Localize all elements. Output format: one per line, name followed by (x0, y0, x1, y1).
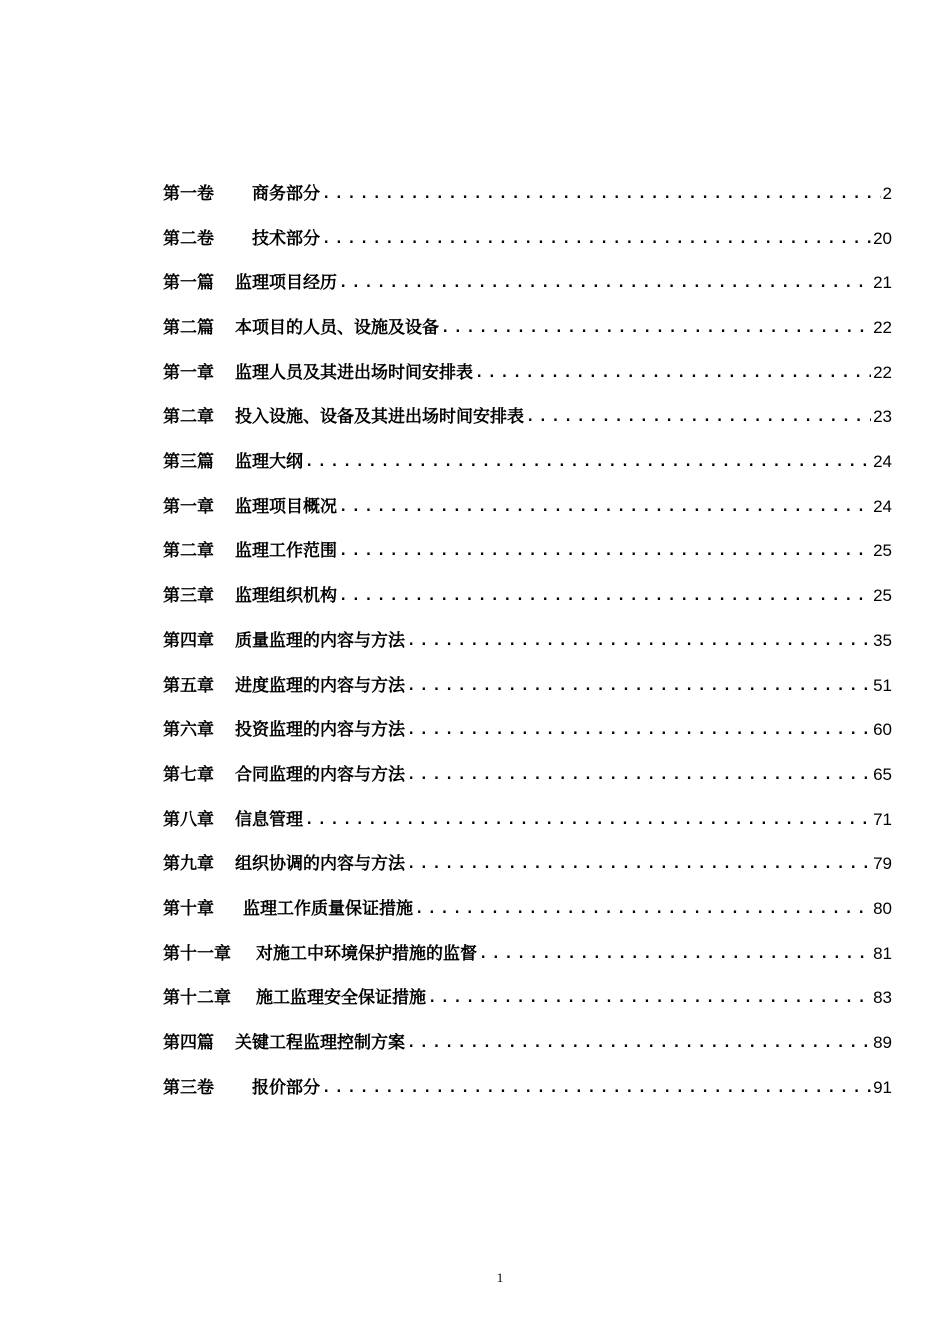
toc-entry-title: 投资监理的内容与方法 (235, 720, 405, 741)
toc-leader-dots (428, 976, 871, 1021)
toc-entry[interactable] (163, 574, 892, 619)
toc-entry-page: 71 (873, 809, 892, 829)
toc-entry-title: 监理大纲 (235, 452, 303, 473)
toc-entry-page: 25 (873, 586, 892, 606)
toc-entry[interactable] (163, 708, 892, 753)
toc-entry[interactable] (163, 887, 892, 932)
toc-entry-title: 监理项目概况 (235, 496, 337, 517)
toc-leader-dots (322, 1066, 871, 1111)
toc-entry[interactable] (163, 351, 892, 396)
toc-entry[interactable] (163, 440, 892, 485)
toc-entry-label: 第十二章 (163, 988, 231, 1009)
toc-entry-title: 商务部分 (252, 183, 320, 204)
toc-leader-dots (407, 1021, 871, 1066)
toc-entry-page: 81 (873, 943, 892, 963)
toc-entry-title: 组织协调的内容与方法 (235, 854, 405, 875)
toc-entry[interactable] (163, 753, 892, 798)
toc-entry-label: 第三卷 (163, 1077, 214, 1098)
toc-entry[interactable] (163, 172, 892, 217)
toc-entry[interactable] (163, 798, 892, 843)
toc-entry-title: 监理项目经历 (235, 273, 337, 294)
toc-entry-label: 第一章 (163, 362, 214, 383)
toc-entry[interactable] (163, 1021, 892, 1066)
toc-entry-title: 技术部分 (252, 228, 320, 249)
toc-leader-dots (526, 395, 871, 440)
toc-entry-title: 合同监理的内容与方法 (235, 764, 405, 785)
toc-entry[interactable] (163, 976, 892, 1021)
toc-entry-page: 79 (873, 854, 892, 874)
toc-entry-label: 第一篇 (163, 273, 214, 294)
table-of-contents (163, 172, 892, 1110)
toc-entry-title: 监理工作范围 (235, 541, 337, 562)
toc-entry-label: 第六章 (163, 720, 214, 741)
toc-leader-dots (407, 753, 871, 798)
toc-entry-label: 第七章 (163, 764, 214, 785)
toc-entry-label: 第五章 (163, 675, 214, 696)
toc-entry-page: 65 (873, 764, 892, 784)
toc-entry-label: 第三篇 (163, 452, 214, 473)
toc-entry[interactable] (163, 395, 892, 440)
toc-entry-title: 进度监理的内容与方法 (235, 675, 405, 696)
toc-entry-label: 第二章 (163, 541, 214, 562)
toc-leader-dots (322, 217, 871, 262)
toc-entry-label: 第一卷 (163, 183, 214, 204)
toc-entry-page: 35 (873, 630, 892, 650)
toc-leader-dots (407, 619, 871, 664)
toc-leader-dots (407, 842, 871, 887)
toc-leader-dots (415, 887, 871, 932)
toc-entry-page: 51 (873, 675, 892, 695)
toc-entry[interactable] (163, 306, 892, 351)
toc-entry-label: 第十章 (163, 898, 214, 919)
toc-entry-page: 89 (873, 1033, 892, 1053)
toc-entry-page: 21 (873, 273, 892, 293)
toc-entry[interactable] (163, 619, 892, 664)
toc-entry-title: 监理组织机构 (235, 586, 337, 607)
toc-entry-label: 第二卷 (163, 228, 214, 249)
toc-entry-page: 20 (873, 228, 892, 248)
toc-entry-page: 23 (873, 407, 892, 427)
toc-entry-page: 91 (873, 1077, 892, 1097)
toc-entry-label: 第一章 (163, 496, 214, 517)
toc-entry-label: 第四篇 (163, 1033, 214, 1054)
toc-entry-title: 监理工作质量保证措施 (243, 898, 413, 919)
toc-entry-title: 施工监理安全保证措施 (256, 988, 426, 1009)
toc-leader-dots (305, 440, 871, 485)
toc-leader-dots (339, 485, 871, 530)
toc-entry-page: 22 (873, 318, 892, 338)
toc-entry-page: 24 (873, 452, 892, 472)
toc-entry[interactable] (163, 217, 892, 262)
toc-entry-title: 报价部分 (252, 1077, 320, 1098)
toc-entry-label: 第八章 (163, 809, 214, 830)
toc-entry-title: 对施工中环境保护措施的监督 (256, 943, 477, 964)
toc-entry-label: 第九章 (163, 854, 214, 875)
toc-leader-dots (475, 351, 871, 396)
toc-entry-label: 第三章 (163, 586, 214, 607)
toc-leader-dots (305, 798, 871, 843)
toc-leader-dots (441, 306, 871, 351)
toc-entry[interactable] (163, 261, 892, 306)
toc-entry-title: 投入设施、设备及其进出场时间安排表 (235, 407, 524, 428)
toc-entry-page: 22 (873, 362, 892, 382)
toc-entry[interactable] (163, 530, 892, 575)
toc-leader-dots (407, 708, 871, 753)
toc-entry-page: 24 (873, 496, 892, 516)
toc-entry-title: 关键工程监理控制方案 (235, 1033, 405, 1054)
toc-entry-label: 第二篇 (163, 318, 214, 339)
toc-leader-dots (479, 932, 871, 977)
toc-entry[interactable] (163, 485, 892, 530)
toc-leader-dots (339, 574, 871, 619)
toc-entry-label: 第十一章 (163, 943, 231, 964)
toc-leader-dots (339, 529, 871, 574)
toc-entry[interactable] (163, 842, 892, 887)
toc-entry-label: 第二章 (163, 407, 214, 428)
toc-entry[interactable] (163, 664, 892, 709)
toc-leader-dots (339, 261, 871, 306)
toc-entry[interactable] (163, 1066, 892, 1111)
toc-entry-title: 信息管理 (235, 809, 303, 830)
toc-entry-title: 本项目的人员、设施及设备 (235, 318, 439, 339)
toc-entry-page: 60 (873, 720, 892, 740)
toc-entry-page: 25 (873, 541, 892, 561)
toc-entry-page: 80 (873, 898, 892, 918)
toc-entry[interactable] (163, 932, 892, 977)
toc-leader-dots (322, 172, 881, 217)
toc-entry-page: 83 (873, 988, 892, 1008)
page-number: 1 (496, 1270, 504, 1285)
toc-entry-label: 第四章 (163, 630, 214, 651)
toc-entry-title: 质量监理的内容与方法 (235, 630, 405, 651)
toc-entry-page: 2 (882, 183, 892, 203)
toc-leader-dots (407, 664, 871, 709)
toc-entry-title: 监理人员及其进出场时间安排表 (235, 362, 473, 383)
